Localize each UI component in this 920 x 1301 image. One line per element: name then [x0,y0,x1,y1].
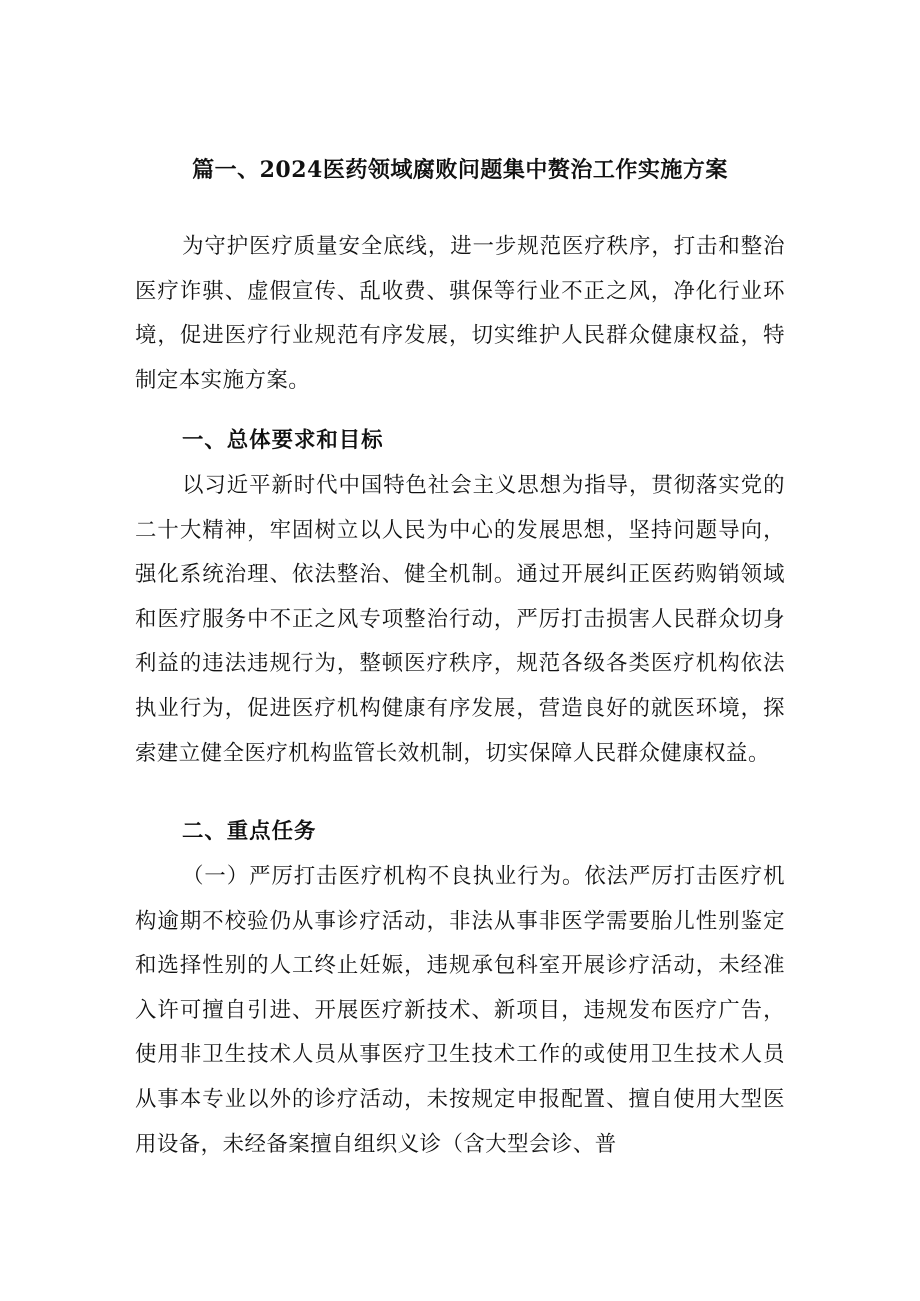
document-title: 篇一、2024医药领域腐败问题集中赘治工作实施方案 [192,157,728,183]
intro-paragraph: 为守护医疗质量安全底线，进一步规范医疗秩序，打击和整治医疗诈骐、虚假宣传、乱收费、骐保等行业不正之风，净化行业环境，促进医疗行业规范有序发展，切实维护人民群众健康权益，特制定本实施方案。 [135,234,785,393]
section-2-item-1-paragraph: （一）严厉打击医疗机构不良执业行为。依法严厉打击医疗机构逾期不校验仍从事诊疗活动，非法从事非医学需要胎儿性别鉴定和选择性别的人工终止妊娠，违规承包科室开展诊疗活动，未经准入许可擅自引进、开展医疗新技术、新项目，违规发布医疗广告，使用非卫生技术人员从事医疗卫生技术工作的或使用卫生技术人员从事本专业以外的诊疗活动，未按规定申报配置、擅自使用大型医用设备，未经备案擅自组织义诊（含大型会诊、普 [135,864,785,1157]
section-heading-1: 一、总体要求和目标 [182,428,384,453]
section-heading-2: 二、重点任务 [182,819,317,844]
section-1-paragraph: 以习近平新时代中国特色社会主义思想为指导，贯彻落实党的二十大精神，牢固树立以人民为中心的发展思想，坚持问题导向，强化系统治理、依法整治、健全机制。通过开展纠正医药购销领域和医疗服务中不正之风专项整治行动，严厉打击损害人民群众切身利益的违法违规行为，整顿医疗秩序，规范各级各类医疗机构依法执业行为，促进医疗机构健康有序发展，营造良好的就医环境，探索建立健全医疗机构监管长效机制，切实保障人民群众健康权益。 [135,473,785,766]
